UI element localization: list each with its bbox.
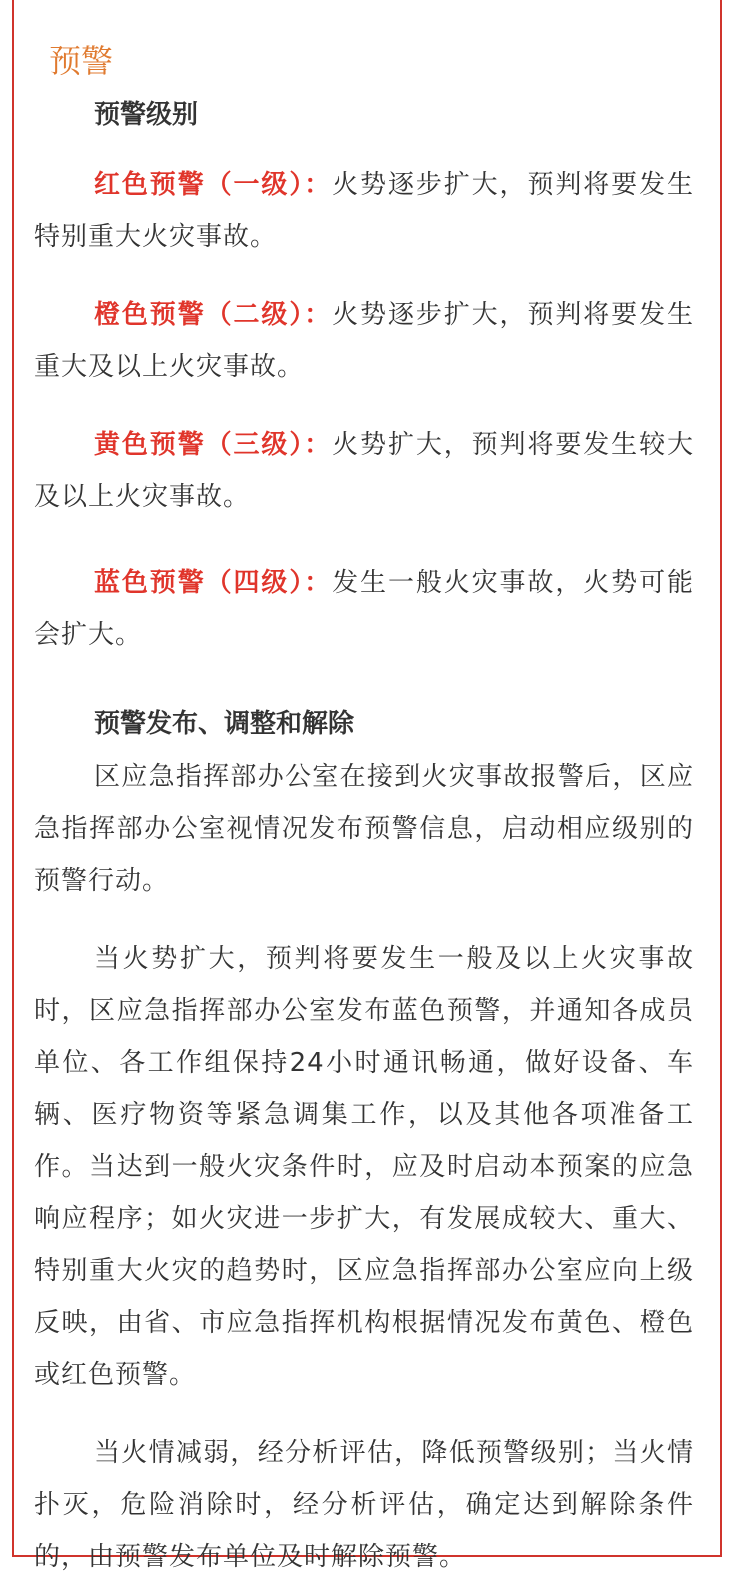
level-label-red: 红色预警（一级）： — [94, 170, 333, 200]
level-item-red — [34, 159, 694, 263]
section-title: 预警 — [49, 42, 114, 80]
release-heading: 预警发布、调整和解除 — [94, 709, 355, 739]
document-body — [34, 34, 694, 1583]
level-text-yellow: 火势扩大，预判将要发生较大及以上火灾事故。 — [34, 430, 694, 512]
level-label-yellow: 黄色预警（三级）： — [94, 430, 333, 460]
level-item-orange — [34, 289, 694, 393]
release-paragraph-3: 当火情减弱，经分析评估，降低预警级别；当火情扑灭，危险消除时，经分析评估，确定达到解除条件的，由预警发布单位及时解除预警。 — [34, 1438, 694, 1572]
level-label-blue: 蓝色预警（四级）： — [94, 568, 333, 598]
level-text-red: 火势逐步扩大，预判将要发生特别重大火灾事故。 — [34, 170, 694, 252]
level-item-blue — [34, 557, 694, 661]
release-paragraph-2: 当火势扩大，预判将要发生一般及以上火灾事故时，区应急指挥部办公室发布蓝色预警，并通知各成员单位、各工作组保持24小时通讯畅通，做好设备、车辆、医疗物资等紧急调集工作，以及其他各项准备工作。当达到一般火灾条件时，应及时启动本预案的应急响应程序；如火灾进一步扩大，有发展成较大、重大、特别重大火灾的趋势时，区应急指挥部办公室应向上级反映，由省、市应急指挥机构根据情况发布黄色、橙色或红色预警。 — [34, 944, 694, 1390]
level-label-orange: 橙色预警（二级）： — [94, 300, 333, 330]
level-item-yellow — [34, 419, 694, 523]
level-text-orange: 火势逐步扩大，预判将要发生重大及以上火灾事故。 — [34, 300, 694, 382]
level-text-blue: 发生一般火灾事故，火势可能会扩大。 — [34, 568, 694, 650]
levels-heading: 预警级别 — [94, 100, 199, 130]
release-paragraph-1: 区应急指挥部办公室在接到火灾事故报警后，区应急指挥部办公室视情况发布预警信息，启动相应级别的预警行动。 — [34, 762, 694, 896]
